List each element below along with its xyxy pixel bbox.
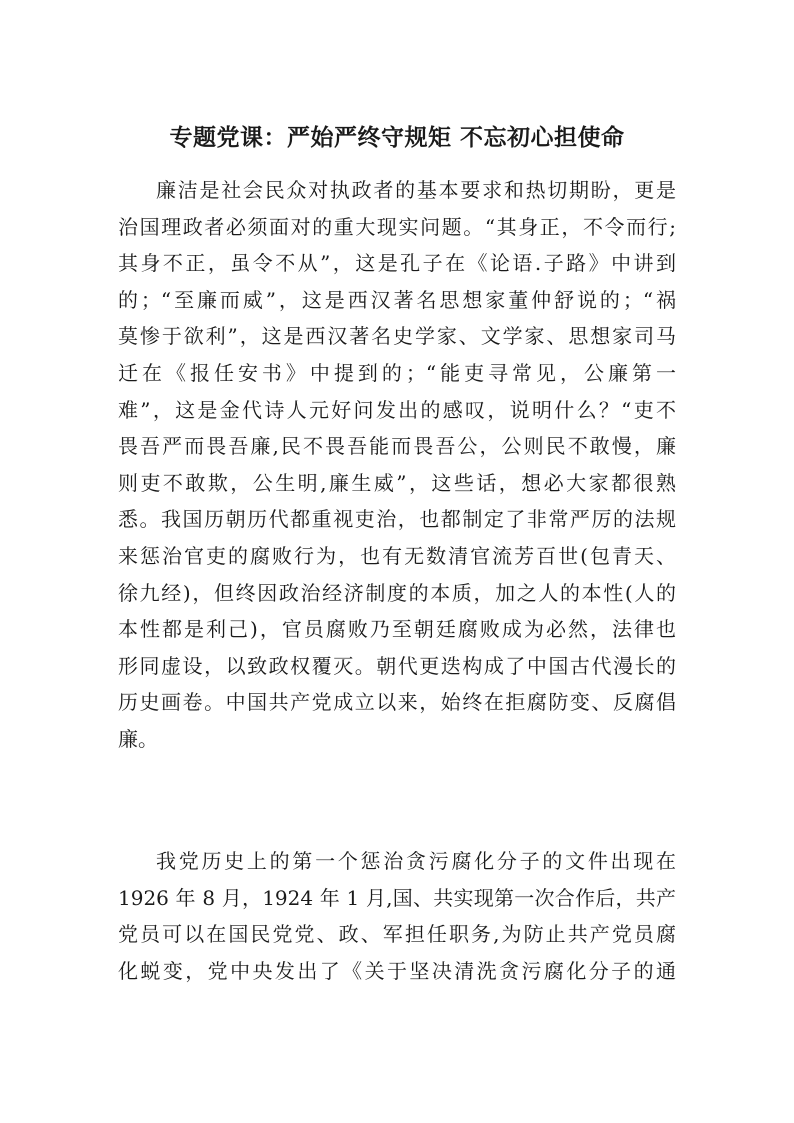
paragraph-line: 历史画卷。中国共产党成立以来，始终在拒腐防变、反腐倡 (118, 690, 676, 715)
paragraph-line: 畏吾严而畏吾廉,民不畏吾能而畏吾公，公则民不敢慢，廉 (118, 434, 676, 459)
paragraph-line: 形同虚设，以致政权覆灭。朝代更迭构成了中国古代漫长的 (118, 653, 676, 678)
paragraph-line: 我党历史上的第一个惩治贪污腐化分子的文件出现在 (156, 849, 676, 873)
document-title: 专题党课：严始严终守规矩 不忘初心担使命 (169, 125, 625, 151)
paragraph-line: 党员可以在国民党党、政、军担任职务,为防止共产党员腐 (118, 922, 676, 947)
paragraph-line: 化蜕变，党中央发出了《关于坚决清洗贪污腐化分子的通 (118, 958, 676, 983)
paragraph-line: 廉。 (118, 726, 158, 751)
paragraph-line: 廉洁是社会民众对执政者的基本要求和热切期盼，更是 (156, 178, 676, 202)
paragraph-line: 徐九经)，但终因政治经济制度的本质，加之人的本性(人的 (118, 580, 676, 605)
paragraph-1 (118, 172, 676, 758)
paragraph-line: 本性都是利己)，官员腐败乃至朝廷腐败成为必然，法律也 (118, 617, 676, 642)
paragraph-line: 治国理政者必须面对的重大现实问题。“其身正，不令而行; (118, 214, 676, 239)
paragraph-line: 则吏不敢欺，公生明,廉生威”，这些话，想必大家都很熟 (118, 470, 676, 495)
paragraph-line: 的；“至廉而威”，这是西汉著名思想家董仲舒说的；“祸 (118, 287, 676, 312)
paragraph-line: 迁在《报任安书》中提到的；“能吏寻常见，公廉第一 (118, 360, 676, 385)
paragraph-line: 来惩治官吏的腐败行为，也有无数清官流芳百世(包青天、 (118, 543, 676, 568)
paragraph-line: 其身不正，虽令不从”，这是孔子在《论语.子路》中讲到 (118, 251, 676, 276)
paragraph-line: 难”，这是金代诗人元好问发出的感叹，说明什么？“吏不 (118, 397, 676, 422)
paragraph-line: 1926 年 8 月，1924 年 1 月,国、共实现第一次合作后，共产 (118, 885, 676, 910)
paragraph-2 (118, 843, 676, 989)
paragraph-line: 莫惨于欲利”，这是西汉著名史学家、文学家、思想家司马 (118, 324, 676, 349)
paragraph-line: 悉。我国历朝历代都重视吏治，也都制定了非常严厉的法规 (118, 507, 676, 532)
